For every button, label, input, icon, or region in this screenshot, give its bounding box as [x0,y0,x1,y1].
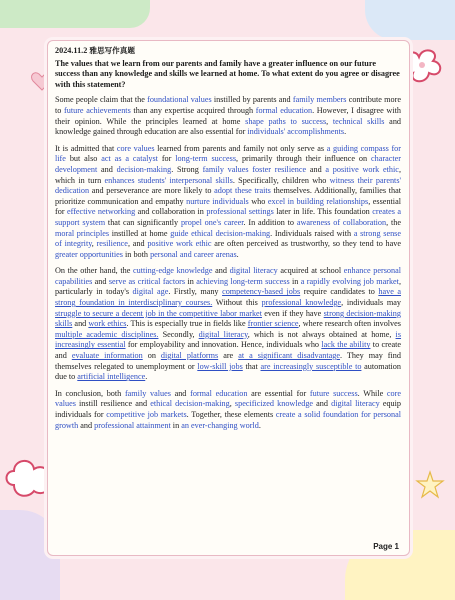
highlighted-phrase: shape paths to success [245,116,327,126]
text-run: , essential for [55,196,401,217]
text-run: . Specifically, children who [232,175,330,185]
text-run: in both [122,249,151,259]
highlighted-phrase: effective networking [66,207,136,217]
highlighted-phrase: creates a support system [55,207,401,227]
highlighted-phrase: family members [292,95,347,105]
highlighted-phrase: moral principles [55,228,110,238]
text-run: in [185,276,197,286]
text-run: , [91,239,97,249]
highlighted-phrase: guide ethical decision-making [170,228,271,238]
highlighted-phrase: competitive job markets [106,410,187,419]
highlighted-phrase: create a solid foundation for personal growth [55,410,402,430]
underlined-phrase: is increasingly essential [55,329,402,350]
highlighted-phrase: excel in building relationships [267,196,369,206]
highlighted-phrase: digital literacy [229,266,278,276]
highlighted-phrase: professional settings [206,207,274,217]
underlined-phrase: have a strong foundation in interdisciplinary courses. [55,287,401,308]
text-run: and [72,319,89,329]
highlighted-phrase: ethical decision-making [150,399,230,409]
highlighted-phrase: a rapidly evolving job market [300,276,399,286]
text-run: learned from parents and family not only serve as [154,143,327,153]
text-run: and collaboration in [135,207,207,217]
text-run: instilled at home [109,228,171,238]
essay-card [47,40,410,556]
highlighted-phrase: an ever-changing world [181,420,259,430]
text-run: automation due to [55,361,401,382]
highlighted-phrase: core values [55,388,402,409]
text-run: and [170,388,191,398]
underlined-phrase: digital platforms [160,351,219,361]
text-run: instill resilience and [75,399,151,409]
text-run: are [218,351,239,361]
text-run: . Together, these elements [186,410,276,419]
underlined-phrase: at a significant disadvantage [238,351,340,361]
text-run: and [306,164,326,174]
underlined-phrase: lack the ability [321,340,371,350]
highlighted-phrase: family values [124,388,171,398]
text-run: on [142,351,161,361]
background-shape-blue [365,0,455,40]
text-run: than any expertise acquired through [130,105,256,115]
text-run: Secondly, [158,329,199,339]
text-run: , [229,399,235,409]
text-run: later in life. This foundation [273,207,373,217]
underlined-phrase: competency-based jobs [222,287,301,297]
underlined-phrase: digital literacy [198,329,248,339]
text-run: for [157,154,176,164]
highlighted-phrase: resilience [96,239,128,249]
highlighted-phrase: achieving long-term success [196,276,290,286]
text-run: and [92,276,109,286]
text-run: . [236,249,239,259]
text-run: in [289,276,301,286]
text-run: . They may find themselves relegated to unemployment or [55,351,401,371]
underlined-phrase: frontier science [247,319,299,329]
text-run: . This is especially true in fields like [126,319,248,329]
text-run: In conclusion, both [55,388,125,398]
highlighted-phrase: specificized knowledge [234,399,314,409]
text-run: . While [357,388,387,398]
essay-paragraph-body-2 [55,266,401,383]
text-run: , which is not always obtained at home, [247,329,396,339]
highlighted-phrase: technical skills [332,116,385,126]
text-run: that [242,361,261,371]
text-run: . However, I disagree with their opinion. While the principles learned at home [55,105,401,126]
underlined-phrase: low-skill jobs [197,361,243,371]
essay-content [55,46,401,437]
underlined-phrase: evaluate information [71,351,143,361]
highlighted-phrase: awareness of collaboration [296,217,387,227]
underlined-phrase: work ethics [88,319,127,329]
highlighted-phrase: long-term success [175,154,237,164]
highlighted-phrase: positive work ethic [147,239,212,249]
highlighted-phrase: digital literacy [331,399,380,409]
highlighted-phrase: enhances students' interpersonal skills [104,175,233,185]
highlighted-phrase: enhance personal capabilities [55,266,401,286]
text-run: and perseverance are more likely to [89,186,215,196]
text-run: . [145,372,148,382]
text-run: On the other hand, the [55,266,134,276]
highlighted-phrase: a positive work ethic [325,164,399,174]
text-run: for employability and innovation. Hence, individuals who [125,340,322,350]
background-shape-green [0,0,150,28]
highlighted-phrase: character development [55,154,402,174]
essay-paragraph-intro [55,95,401,137]
essay-date: 2024.11.2 [55,46,88,55]
highlighted-phrase: digital age [132,287,169,297]
text-run: to create and [55,340,401,361]
text-run: , and [127,239,148,249]
highlighted-phrase: adopt these traits [214,186,271,196]
text-run: and [78,420,95,430]
text-run: , the [386,217,401,227]
highlighted-phrase: future achievements [64,105,131,115]
text-run: . Individuals raised with [270,228,354,238]
essay-date-heading [55,46,401,57]
text-run: and [212,266,230,276]
text-run: It is admitted that [55,143,117,153]
text-run: in [170,420,182,430]
highlighted-phrase: greater opportunities [55,249,123,259]
highlighted-phrase: nurture individuals [186,196,249,206]
highlighted-phrase: act as a catalyst [101,154,158,164]
text-run: that can significantly [105,217,181,227]
highlighted-phrase: a strong sense of integrity [55,228,401,249]
text-run: are essential for [247,388,310,398]
text-run: but also [65,154,102,164]
text-run: , particularly in today's [55,276,401,297]
underlined-phrase: professional knowledge [261,298,342,308]
text-run: , individuals may [341,298,402,308]
text-run: who [248,196,268,206]
essay-title-cn: 雅思写作真题 [89,46,135,55]
underlined-phrase: multiple academic disciplines. [55,329,159,339]
highlighted-phrase: witness their parents' dedication [55,175,401,196]
text-run: . In addition to [243,217,297,227]
highlighted-phrase: formal education [255,105,313,115]
essay-question: The values that we learn from our parents and family have a greater influence on our future success than any knowledge and skills we learned at home. To what extent do you agree or disagree with this statement? [55,58,400,89]
text-run: even if they have [261,308,324,318]
highlighted-phrase: propel one's career [180,217,244,227]
text-run: and knowledge gained through education are also essential for [55,116,402,137]
text-run: contribute more to [55,95,401,115]
text-run: are often perceived as trustworthy, so they tend to have [211,239,401,249]
text-run: acquired at school [277,266,344,276]
text-run: , where research often involves [298,319,401,329]
text-run: . [344,127,347,137]
text-run: and [97,164,117,174]
essay-paragraph-conclusion [55,389,401,431]
essay-paragraph-body-1 [55,144,401,261]
text-run: . Strong [171,164,203,174]
text-run: Some people claim that the [55,95,148,105]
text-run: instilled by parents and [211,95,293,105]
page-number: Page 1 [373,542,399,551]
text-run: . Firstly, many [168,287,223,297]
underlined-phrase: artificial intelligence [77,372,146,382]
text-run: , [326,116,333,126]
highlighted-phrase: core values [116,143,155,153]
underlined-phrase: strong decision-making skills [55,308,401,329]
star-doodle-icon [415,470,445,500]
highlighted-phrase: formal education [190,388,248,398]
underlined-phrase: are increasingly susceptible to [260,361,362,371]
text-run: , which in turn [55,164,401,185]
highlighted-phrase: a guiding compass for life [55,143,401,164]
highlighted-phrase: serve as critical factors [108,276,186,286]
highlighted-phrase: foundational values [147,95,212,105]
text-run: Without this [212,298,262,308]
text-run: require candidates to [300,287,379,297]
text-run: . [258,420,261,430]
highlighted-phrase: individuals' accomplishments [247,127,345,137]
text-run: equip individuals for [55,399,402,419]
text-run: and [313,399,332,409]
text-run: themselves. Additionally, families that prioritize communication and empathy [55,186,401,206]
highlighted-phrase: future success [309,388,358,398]
highlighted-phrase: personal and career arenas [150,249,237,259]
highlighted-phrase: professional attainment [94,420,171,430]
highlighted-phrase: family values foster resilience [202,164,307,174]
highlighted-phrase: decision-making [116,164,172,174]
underlined-phrase: struggle to secure a decent job in the competitive labor market [55,308,262,318]
highlighted-phrase: cutting-edge knowledge [133,266,213,276]
text-run: , primarily through their influence on [236,154,372,164]
